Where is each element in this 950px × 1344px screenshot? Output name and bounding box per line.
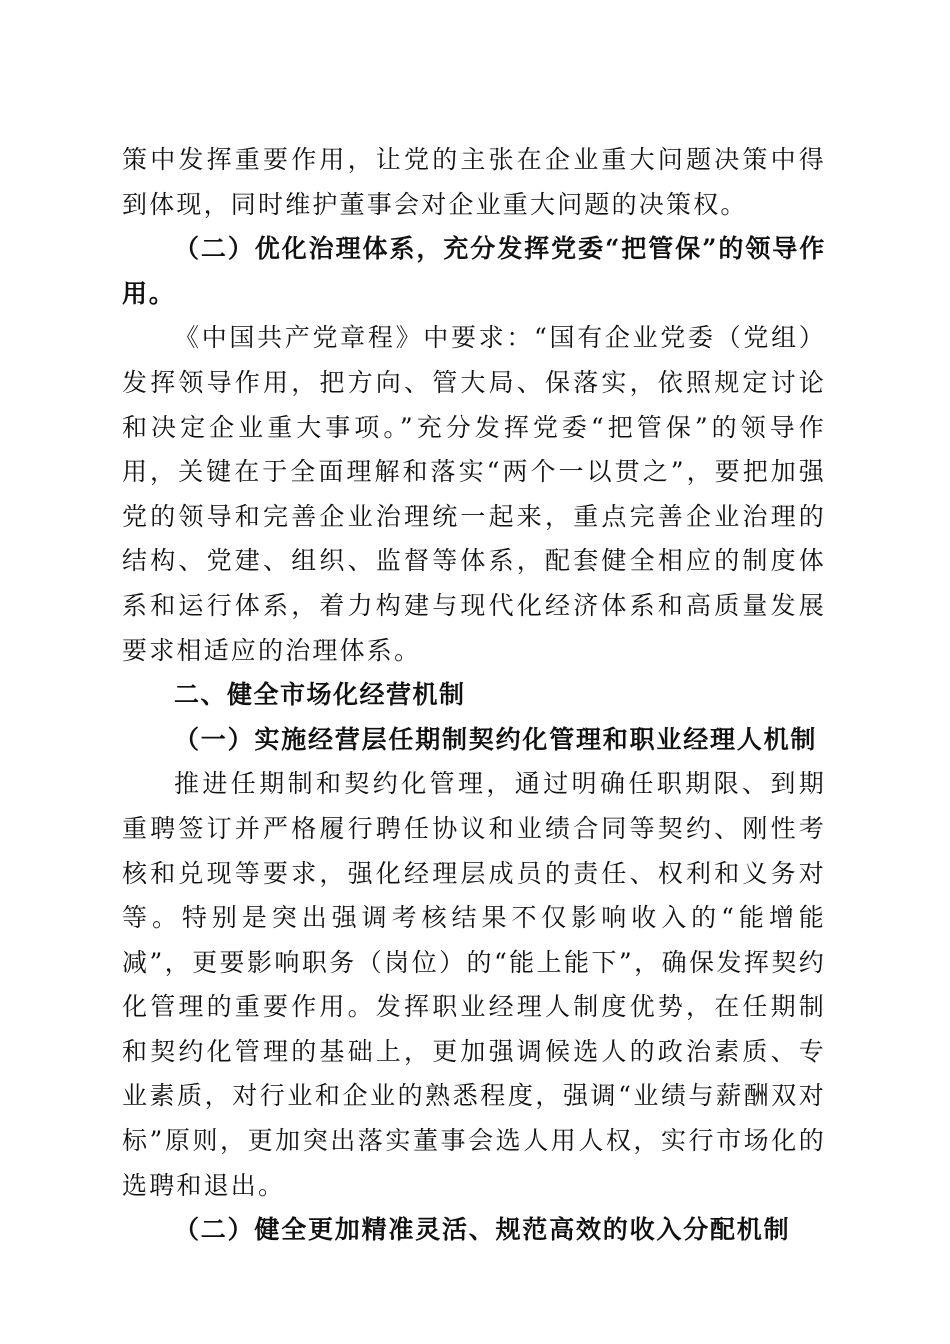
section-heading-market-mechanism: 二、健全市场化经营机制 [174, 680, 466, 710]
document-body [122, 138, 826, 1253]
paragraph-party-constitution: 《中国共产党章程》中要求：“国有企业党委（党组）发挥领导作用，把方向、管大局、保落实，依照规定讨论和决定企业重大事项。”充分发挥党委“把管保”的领导作用，关键在于全面理解和落实“两个一以贯之”，要把加强党的领导和完善企业治理统一起来，重点完善企业治理的结构、党建、组织、监督等体系，配套健全相应的制度体系和运行体系，着力构建与现代化经济体系和高质量发展要求相适应的治理体系。 [122, 323, 826, 665]
paragraph-decision-rights: 策中发挥重要作用，让党的主张在企业重大问题决策中得到体现，同时维护董事会对企业重大问题的决策权。 [122, 145, 826, 219]
subheading-governance-system: （二）优化治理体系，充分发挥党委“把管保”的领导作用。 [122, 234, 826, 308]
subheading-income-distribution: （二）健全更加精准灵活、规范高效的收入分配机制 [174, 1215, 791, 1245]
paragraph-tenure-contract-detail: 推进任期制和契约化管理，通过明确任职期限、到期重聘签订并严格履行聘任协议和业绩合同等契约、刚性考核和兑现等要求，强化经理层成员的责任、权利和义务对等。特别是突出强调考核结果不仅影响收入的“能增能减”，更要影响职务（岗位）的“能上能下”，确保发挥契约化管理的重要作用。发挥职业经理人制度优势，在任期制和契约化管理的基础上，更加强调候选人的政治素质、专业素质，对行业和企业的熟悉程度，强调“业绩与薪酬双对标”原则，更加突出落实董事会选人用人权，实行市场化的选聘和退出。 [122, 769, 826, 1200]
subheading-tenure-contract: （一）实施经营层任期制契约化管理和职业经理人机制 [174, 724, 818, 754]
